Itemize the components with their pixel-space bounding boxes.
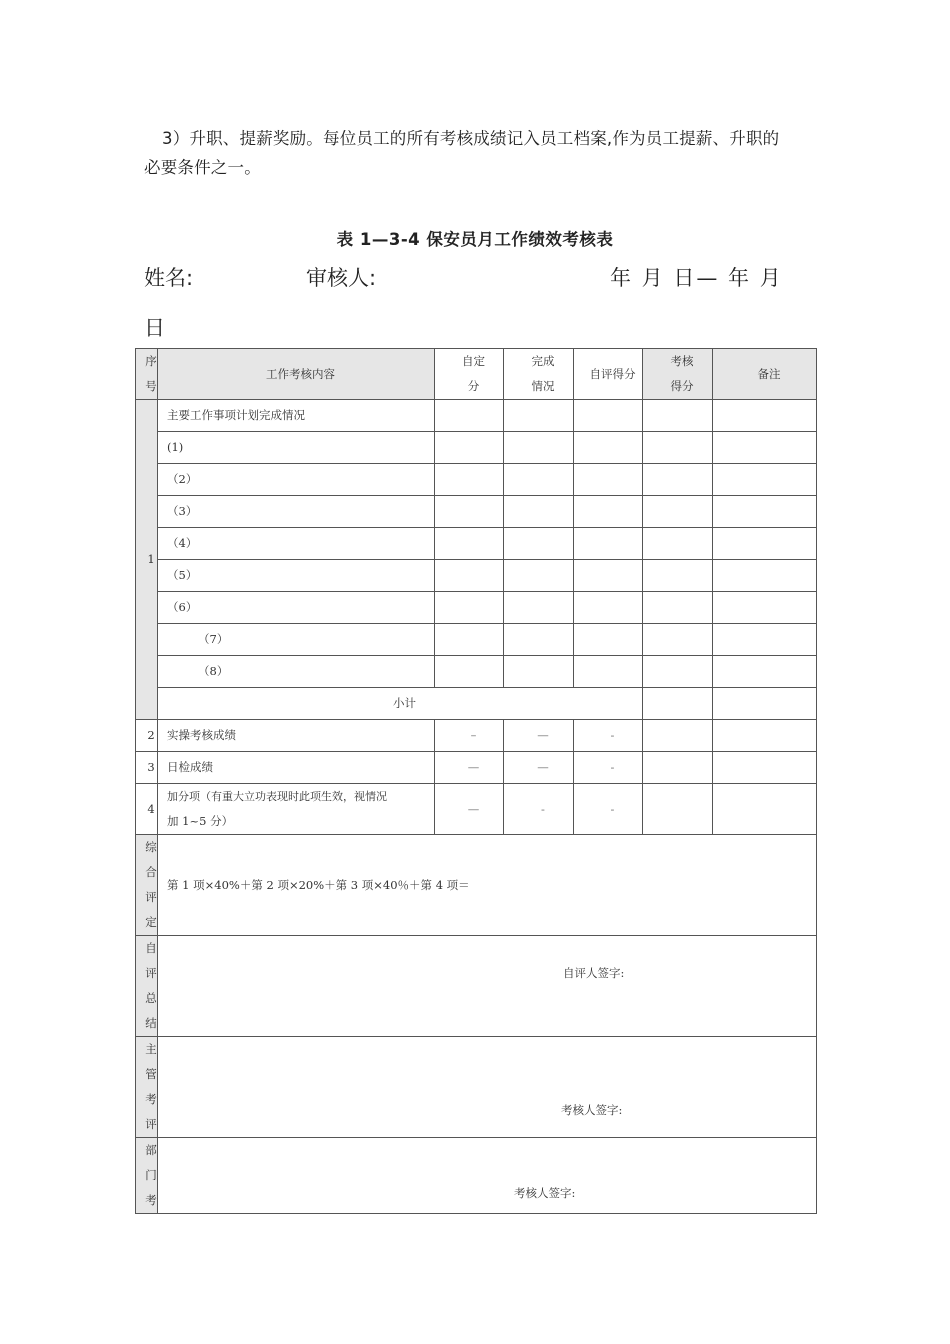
empty-cell — [504, 656, 574, 688]
empty-cell — [643, 592, 713, 624]
header-self-eval: 自评得分 — [574, 349, 643, 400]
item-cell: （8） — [158, 656, 435, 688]
empty-cell — [713, 400, 817, 432]
header-remark: 备注 — [713, 349, 817, 400]
body-paragraph — [144, 124, 816, 182]
item-cell: 实操考核成绩 — [158, 720, 435, 752]
date-range-label: 年 月 日— 年 月 — [610, 266, 783, 290]
empty-cell — [504, 496, 574, 528]
empty-cell — [713, 496, 817, 528]
dash-cell: — — [435, 784, 504, 835]
self-summary-area — [158, 936, 817, 1037]
table-row — [136, 656, 817, 688]
empty-cell — [435, 496, 504, 528]
seq-cell-3: 3 — [136, 752, 158, 784]
item-cell: 日检成绩 — [158, 752, 435, 784]
empty-cell — [574, 624, 643, 656]
empty-cell — [435, 624, 504, 656]
header-row — [136, 349, 817, 400]
date-tail-label: 日 — [144, 316, 165, 340]
dash-cell: – — [435, 720, 504, 752]
table-title: 表 1—3-4 保安员月工作绩效考核表 — [336, 230, 614, 249]
empty-cell — [643, 496, 713, 528]
empty-cell — [713, 592, 817, 624]
department-label: 部 门 考 — [136, 1138, 158, 1214]
empty-cell — [435, 432, 504, 464]
empty-cell — [643, 464, 713, 496]
item-cell: （3） — [158, 496, 435, 528]
empty-cell — [713, 528, 817, 560]
empty-cell — [643, 688, 713, 720]
empty-cell — [504, 400, 574, 432]
empty-cell — [435, 592, 504, 624]
item-cell: （4） — [158, 528, 435, 560]
paragraph-line-2: 必要条件之一。 — [144, 158, 261, 177]
supervisor-signature-label: 考核人签字: — [561, 1103, 623, 1117]
empty-cell — [435, 528, 504, 560]
empty-cell — [574, 432, 643, 464]
header-content: 工作考核内容 — [158, 349, 435, 400]
empty-cell — [504, 528, 574, 560]
empty-cell — [574, 656, 643, 688]
item-cell: （7） — [158, 624, 435, 656]
empty-cell — [435, 560, 504, 592]
subtotal-row — [136, 688, 817, 720]
composite-label: 综 合 评 定 — [136, 835, 158, 936]
dash-cell: - — [504, 784, 574, 835]
supervisor-label: 主 管 考 评 — [136, 1037, 158, 1138]
empty-cell — [574, 496, 643, 528]
seq-cell-4: 4 — [136, 784, 158, 835]
empty-cell — [643, 784, 713, 835]
dash-cell: — — [504, 752, 574, 784]
empty-cell — [713, 752, 817, 784]
header-seq: 序 号 — [136, 349, 158, 400]
department-signature-label: 考核人签字: — [514, 1186, 576, 1200]
supervisor-area — [158, 1037, 817, 1138]
department-row — [136, 1138, 817, 1214]
dash-cell: - — [574, 752, 643, 784]
empty-cell — [504, 592, 574, 624]
empty-cell — [435, 656, 504, 688]
item-cell: (1) — [158, 432, 435, 464]
item-cell: （6） — [158, 592, 435, 624]
empty-cell — [643, 432, 713, 464]
empty-cell — [574, 528, 643, 560]
item-cell: （2） — [158, 464, 435, 496]
empty-cell — [435, 400, 504, 432]
table-row — [136, 752, 817, 784]
self-summary-row — [136, 936, 817, 1037]
empty-cell — [713, 464, 817, 496]
seq-cell-2: 2 — [136, 720, 158, 752]
supervisor-row — [136, 1037, 817, 1138]
table-row — [136, 432, 817, 464]
table-row — [136, 464, 817, 496]
empty-cell — [504, 432, 574, 464]
dash-cell: - — [574, 720, 643, 752]
empty-cell — [435, 464, 504, 496]
empty-cell — [643, 560, 713, 592]
reviewer-label: 审核人: — [306, 266, 377, 290]
table-row — [136, 784, 817, 835]
paragraph-line-1: 3）升职、提薪奖励。每位员工的所有考核成绩记入员工档案,作为员工提薪、升职的 — [162, 129, 780, 148]
empty-cell — [643, 720, 713, 752]
self-signature-label: 自评人签字: — [563, 966, 625, 980]
empty-cell — [504, 624, 574, 656]
table-row — [136, 400, 817, 432]
dash-cell: - — [574, 784, 643, 835]
table-row — [136, 624, 817, 656]
empty-cell — [574, 400, 643, 432]
composite-row — [136, 835, 817, 936]
empty-cell — [713, 656, 817, 688]
header-assess: 考核 得分 — [643, 349, 713, 400]
item-cell: （5） — [158, 560, 435, 592]
empty-cell — [643, 400, 713, 432]
empty-cell — [574, 592, 643, 624]
empty-cell — [713, 624, 817, 656]
self-summary-label: 自 评 总 结 — [136, 936, 158, 1037]
empty-cell — [713, 432, 817, 464]
dash-cell: — — [504, 720, 574, 752]
composite-formula: 第 1 项×40%＋第 2 项×20%＋第 3 项×40％＋第 4 项＝ — [158, 835, 817, 936]
empty-cell — [713, 560, 817, 592]
empty-cell — [643, 656, 713, 688]
empty-cell — [504, 464, 574, 496]
header-self-score: 自定 分 — [435, 349, 504, 400]
table-row — [136, 560, 817, 592]
empty-cell — [643, 624, 713, 656]
name-label: 姓名: — [144, 266, 194, 290]
empty-cell — [713, 688, 817, 720]
empty-cell — [574, 560, 643, 592]
empty-cell — [574, 464, 643, 496]
table-row — [136, 720, 817, 752]
empty-cell — [504, 560, 574, 592]
table-row — [136, 496, 817, 528]
item-cell: 主要工作事项计划完成情况 — [158, 400, 435, 432]
subtotal-label: 小计 — [158, 688, 643, 720]
department-area — [158, 1138, 817, 1214]
empty-cell — [643, 752, 713, 784]
dash-cell: — — [435, 752, 504, 784]
empty-cell — [713, 784, 817, 835]
seq-cell-1: 1 — [136, 400, 158, 720]
empty-cell — [713, 720, 817, 752]
table-row — [136, 592, 817, 624]
header-completion: 完成 情况 — [504, 349, 574, 400]
table-row — [136, 528, 817, 560]
item-cell: 加分项（有重大立功表现时此项生效，视情况 加 1~5 分） — [158, 784, 435, 835]
empty-cell — [643, 528, 713, 560]
assessment-table — [135, 348, 817, 1214]
